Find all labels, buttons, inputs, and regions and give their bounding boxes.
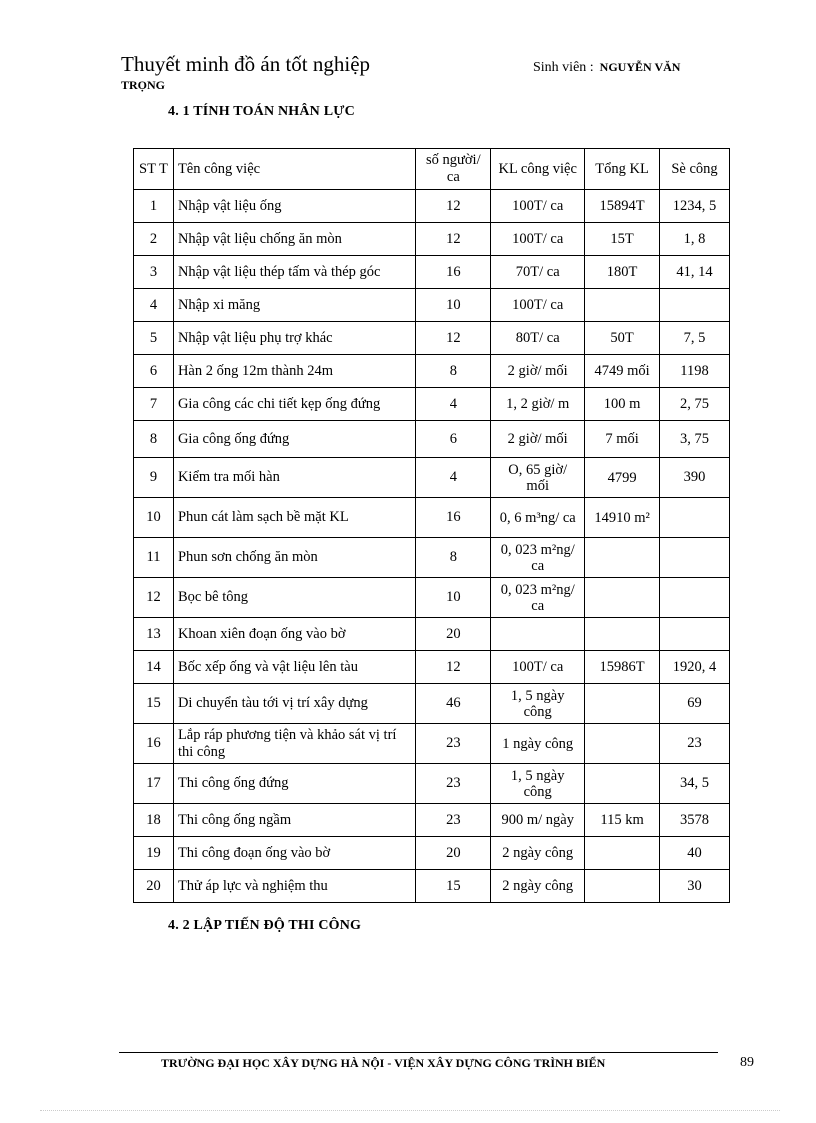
task-name: Gia công các chi tiết kẹp ống đứng [173, 388, 415, 421]
shifts: 1, 8 [660, 223, 730, 256]
people-per-shift: 8 [416, 538, 491, 578]
workload: 70T/ ca [491, 256, 585, 289]
table-row [134, 870, 730, 903]
section-heading-schedule: 4. 2 LẬP TIẾN ĐỘ THI CÔNG [168, 918, 362, 933]
header-workload: KL công việc [491, 149, 585, 190]
row-stt: 14 [134, 651, 174, 684]
total: 4749 mối [585, 355, 660, 388]
shifts: 69 [660, 684, 730, 724]
task-name: Thi công ống ngầm [173, 804, 415, 837]
people-per-shift: 23 [416, 764, 491, 804]
workload: 900 m/ ngày [491, 804, 585, 837]
people-per-shift: 12 [416, 651, 491, 684]
total [585, 684, 660, 724]
row-stt: 9 [134, 458, 174, 498]
shifts: 23 [660, 724, 730, 764]
total [585, 837, 660, 870]
shifts [660, 538, 730, 578]
workload: 2 ngày công [491, 837, 585, 870]
workload: 0, 023 m²ng/ ca [491, 578, 585, 618]
people-per-shift: 20 [416, 618, 491, 651]
people-per-shift: 6 [416, 421, 491, 458]
table-row [134, 578, 730, 618]
task-name: Bốc xếp ống và vật liệu lên tàu [173, 651, 415, 684]
workload: 1 ngày công [491, 724, 585, 764]
row-stt: 6 [134, 355, 174, 388]
table-row [134, 538, 730, 578]
people-per-shift: 15 [416, 870, 491, 903]
shifts: 3, 75 [660, 421, 730, 458]
row-stt: 17 [134, 764, 174, 804]
people-per-shift: 12 [416, 223, 491, 256]
table-row [134, 684, 730, 724]
people-per-shift: 10 [416, 289, 491, 322]
header-stt: ST T [134, 149, 174, 190]
bottom-border [40, 1110, 780, 1111]
shifts: 2, 75 [660, 388, 730, 421]
header-people-per-shift: số người/ ca [416, 149, 491, 190]
people-per-shift: 8 [416, 355, 491, 388]
total: 100 m [585, 388, 660, 421]
table-row [134, 651, 730, 684]
shifts: 390 [660, 458, 730, 498]
table-row [134, 289, 730, 322]
row-stt: 13 [134, 618, 174, 651]
shifts: 7, 5 [660, 322, 730, 355]
row-stt: 10 [134, 498, 174, 538]
table-row [134, 421, 730, 458]
row-stt: 12 [134, 578, 174, 618]
total: 7 mối [585, 421, 660, 458]
workload: O, 65 giờ/ mối [491, 458, 585, 498]
task-name: Nhập vật liệu phụ trợ khác [173, 322, 415, 355]
shifts: 3578 [660, 804, 730, 837]
task-name: Bọc bê tông [173, 578, 415, 618]
task-name: Nhập vật liệu ống [173, 190, 415, 223]
shifts: 41, 14 [660, 256, 730, 289]
table-row [134, 498, 730, 538]
task-name: Thử áp lực và nghiệm thu [173, 870, 415, 903]
workload: 100T/ ca [491, 651, 585, 684]
task-name: Phun cát làm sạch bề mặt KL [173, 498, 415, 538]
total [585, 870, 660, 903]
total: 15894T [585, 190, 660, 223]
table-row [134, 190, 730, 223]
people-per-shift: 16 [416, 256, 491, 289]
total [585, 618, 660, 651]
people-per-shift: 23 [416, 804, 491, 837]
total: 115 km [585, 804, 660, 837]
shifts [660, 618, 730, 651]
row-stt: 4 [134, 289, 174, 322]
table-row [134, 458, 730, 498]
people-per-shift: 4 [416, 458, 491, 498]
workload: 1, 5 ngày công [491, 764, 585, 804]
student-name: NGUYỄN VĂN [599, 60, 681, 74]
task-name: Di chuyển tàu tới vị trí xây dựng [173, 684, 415, 724]
header-total: Tổng KL [585, 149, 660, 190]
people-per-shift: 12 [416, 190, 491, 223]
table-row [134, 388, 730, 421]
workload: 100T/ ca [491, 223, 585, 256]
workload: 1, 5 ngày công [491, 684, 585, 724]
total [585, 578, 660, 618]
shifts [660, 289, 730, 322]
table-row [134, 256, 730, 289]
document-title: Thuyết minh đồ án tốt nghiệp [121, 52, 371, 76]
task-name: Hàn 2 ống 12m thành 24m [173, 355, 415, 388]
task-name: Gia công ống đứng [173, 421, 415, 458]
header-task-name: Tên công việc [173, 149, 415, 190]
people-per-shift: 20 [416, 837, 491, 870]
total [585, 724, 660, 764]
row-stt: 5 [134, 322, 174, 355]
total: 4799 [585, 458, 660, 498]
total [585, 764, 660, 804]
total: 15986T [585, 651, 660, 684]
page-number: 89 [740, 1055, 754, 1070]
people-per-shift: 46 [416, 684, 491, 724]
student-label: Sinh viên : [533, 60, 594, 75]
workload: 2 giờ/ mối [491, 421, 585, 458]
section-heading-labor: 4. 1 TÍNH TOÁN NHÂN LỰC [168, 104, 355, 119]
task-name: Nhập xi măng [173, 289, 415, 322]
shifts: 34, 5 [660, 764, 730, 804]
task-name: Khoan xiên đoạn ống vào bờ [173, 618, 415, 651]
total: 50T [585, 322, 660, 355]
table-row [134, 804, 730, 837]
people-per-shift: 23 [416, 724, 491, 764]
student-name-continued: TRỌNG [121, 78, 166, 92]
workload: 2 giờ/ mối [491, 355, 585, 388]
table-row [134, 764, 730, 804]
row-stt: 3 [134, 256, 174, 289]
people-per-shift: 4 [416, 388, 491, 421]
people-per-shift: 16 [416, 498, 491, 538]
total: 180T [585, 256, 660, 289]
shifts: 1198 [660, 355, 730, 388]
workload: 0, 023 m²ng/ ca [491, 538, 585, 578]
shifts: 1234, 5 [660, 190, 730, 223]
task-name: Kiểm tra mối hàn [173, 458, 415, 498]
workload [491, 618, 585, 651]
task-name: Phun sơn chống ăn mòn [173, 538, 415, 578]
workload: 0, 6 m³ng/ ca [491, 498, 585, 538]
people-per-shift: 10 [416, 578, 491, 618]
total [585, 289, 660, 322]
row-stt: 19 [134, 837, 174, 870]
footer-divider [119, 1052, 718, 1053]
total [585, 538, 660, 578]
shifts: 1920, 4 [660, 651, 730, 684]
row-stt: 20 [134, 870, 174, 903]
student-info [533, 60, 680, 76]
row-stt: 8 [134, 421, 174, 458]
workload: 100T/ ca [491, 289, 585, 322]
workload: 100T/ ca [491, 190, 585, 223]
row-stt: 11 [134, 538, 174, 578]
row-stt: 2 [134, 223, 174, 256]
shifts [660, 578, 730, 618]
row-stt: 16 [134, 724, 174, 764]
task-name: Thi công ống đứng [173, 764, 415, 804]
table-row [134, 322, 730, 355]
row-stt: 1 [134, 190, 174, 223]
header-shifts: Sè công [660, 149, 730, 190]
task-name: Thi công đoạn ống vào bờ [173, 837, 415, 870]
row-stt: 7 [134, 388, 174, 421]
workload: 1, 2 giờ/ m [491, 388, 585, 421]
footer-institution: TRƯỜNG ĐẠI HỌC XÂY DỰNG HÀ NỘI - VIỆN XÂY DỰNG CÔNG TRÌNH BIỂN [161, 1056, 606, 1070]
table-row [134, 223, 730, 256]
row-stt: 15 [134, 684, 174, 724]
table-row [134, 837, 730, 870]
table-header-row [134, 149, 730, 190]
total: 15T [585, 223, 660, 256]
labor-table [133, 148, 730, 903]
people-per-shift: 12 [416, 322, 491, 355]
table-row [134, 355, 730, 388]
total: 14910 m² [585, 498, 660, 538]
shifts: 40 [660, 837, 730, 870]
table-row [134, 618, 730, 651]
task-name: Nhập vật liệu thép tấm và thép góc [173, 256, 415, 289]
task-name: Lắp ráp phương tiện và khảo sát vị trí thi công [173, 724, 415, 764]
workload: 2 ngày công [491, 870, 585, 903]
workload: 80T/ ca [491, 322, 585, 355]
task-name: Nhập vật liệu chống ăn mòn [173, 223, 415, 256]
shifts [660, 498, 730, 538]
row-stt: 18 [134, 804, 174, 837]
table-row [134, 724, 730, 764]
shifts: 30 [660, 870, 730, 903]
